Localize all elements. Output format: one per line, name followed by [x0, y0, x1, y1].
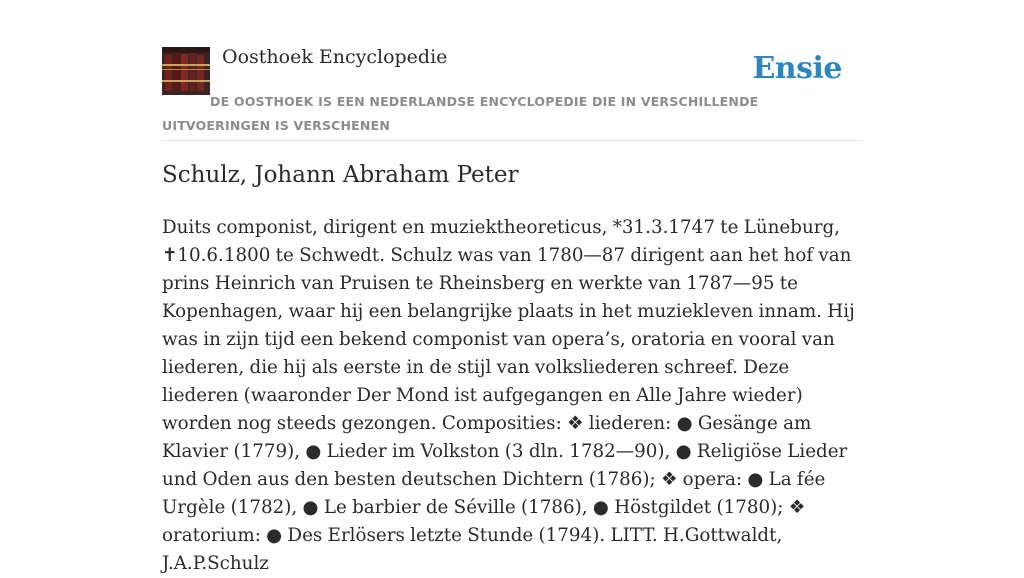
site-header — [162, 44, 862, 141]
site-tagline: DE OOSTHOEK IS EEN NEDERLANDSE ENCYCLOPEDIE DIE IN VERSCHILLENDE UITVOERINGEN IS VERSCHENEN — [162, 94, 759, 133]
brand-logo[interactable]: Ensie — [752, 51, 842, 86]
encyclopedia-books-icon[interactable] — [162, 47, 210, 95]
entry-body: Duits componist, dirigent en muziektheoreticus, *31.3.1747 te Lüneburg, ✝10.6.1800 te Schwedt. Schulz was van 1780—87 dirigent aan het hof van prins Heinrich van Pruisen te Rheinsberg en werkte van 1787—95 te Kopenhagen, waar hij een belangrijke plaats in het muziekleven innam. Hij was in zijn tijd een bekend componist van opera’s, oratoria en vooral van liederen, die hij als eerste in de stijl van volksliederen schreef. Deze liederen (waaronder Der Mond ist aufgegangen en Alle Jahre wieder) worden nog steeds gezongen. Composities: ❖ liederen: ● Gesänge am Klavier (1779), ● Lieder im Volkston (3 dln. 1782—90), ● Religiöse Lieder und Oden aus den besten deutschen Dichtern (1786); ❖ opera: ● La fée Urgèle (1782), ● Le barbier de Séville (1786), ● Höstgildet (1780); ❖ oratorium: ● Des Erlösers letzte Stunde (1794). LITT. H.Gottwaldt, J.A.P.Schulz — [162, 217, 855, 574]
entry-title: Schulz, Johann Abraham Peter — [162, 162, 519, 188]
site-title[interactable]: Oosthoek Encyclopedie — [222, 46, 448, 68]
